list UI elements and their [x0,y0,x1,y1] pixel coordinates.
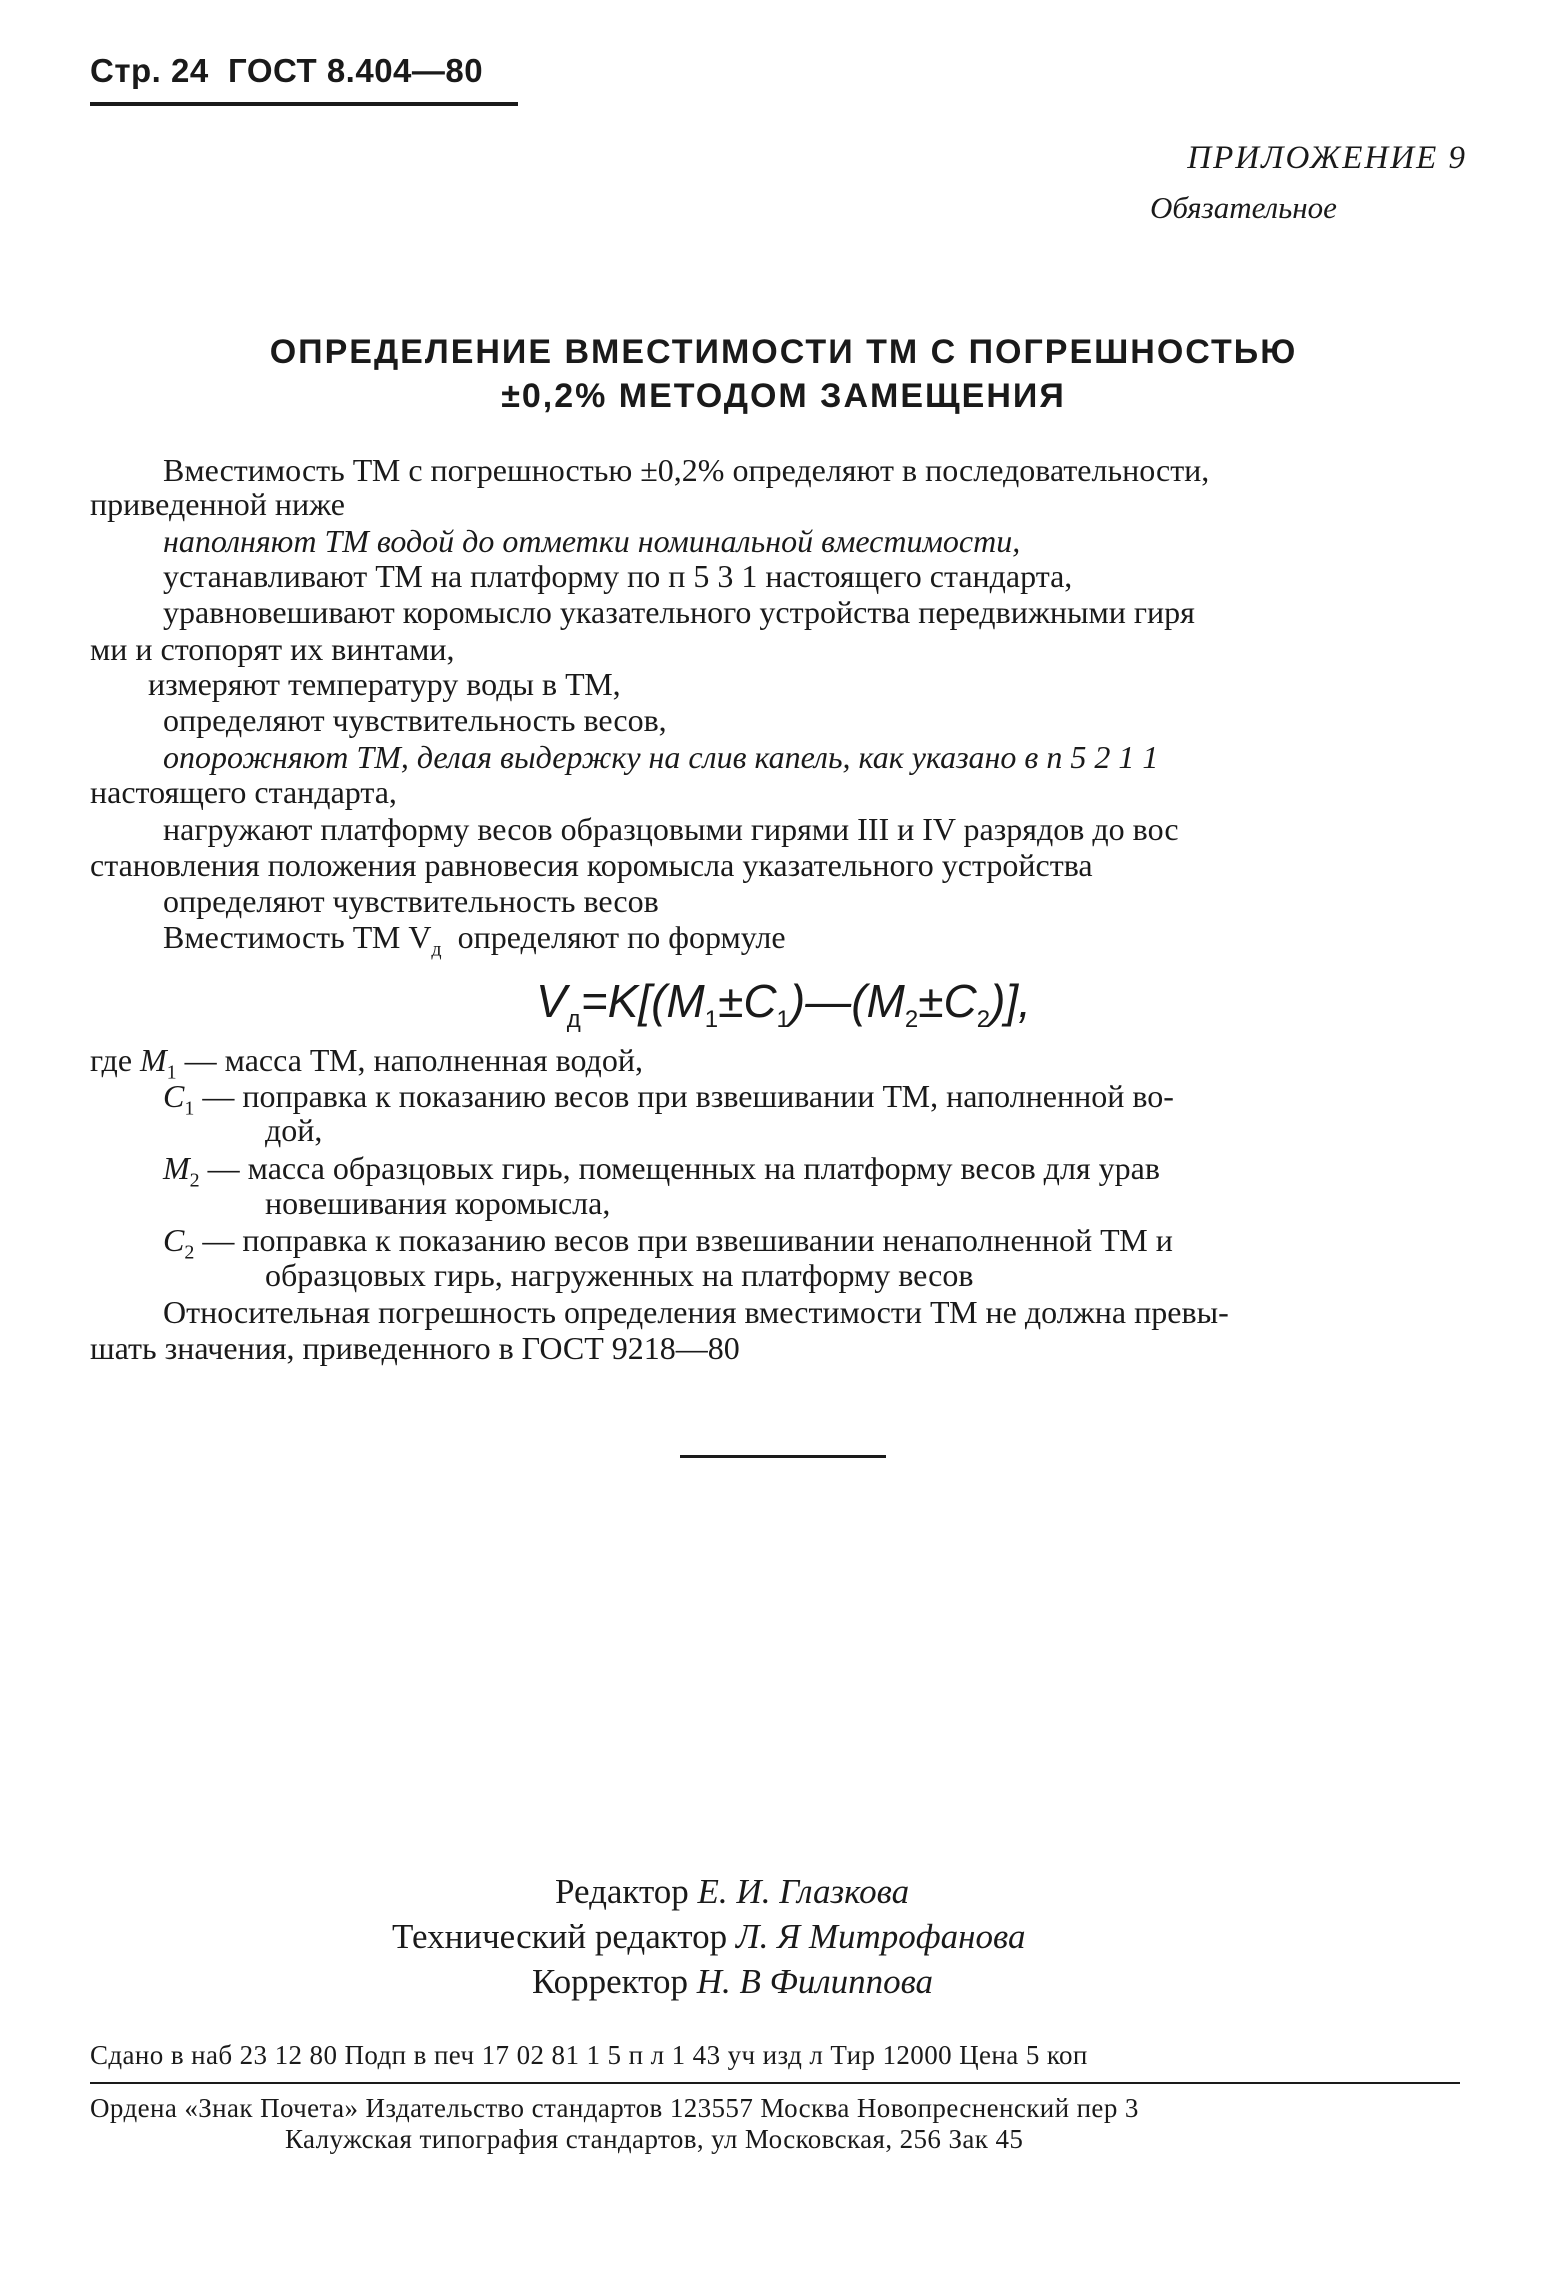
print-details: Сдано в наб 23 12 80 Подп в печ 17 02 81 1 5 п л 1 43 уч изд л Тир 12000 Цена 5 коп [90,2040,1088,2070]
credit-name: Л. Я Митрофанова [735,1917,1026,1956]
body-text: Вместимость ТМ V [163,919,432,955]
credit-corrector [532,1962,933,2002]
imprint-rule [90,2082,1460,2084]
symbol: M [140,1042,167,1078]
definition-text: — масса образцовых гирь, помещенных на платформу весов для урав [207,1150,1160,1186]
credit-name: Е. И. Глазкова [697,1872,910,1911]
formula-part: )], [990,975,1031,1027]
document-title-line-1: ОПРЕДЕЛЕНИЕ ВМЕСТИМОСТИ ТМ С ПОГРЕШНОСТЬЮ [269,333,1298,371]
body-text: определяют по формуле [457,919,786,955]
capacity-formula [0,974,1567,1034]
conclusion-line-2: шать значения, приведенного в ГОСТ 9218—80 [90,1330,740,1366]
credit-role: Корректор [532,1962,689,2001]
body-line: определяют чувствительность весов [163,883,659,919]
definition-text: — поправка к показанию весов при взвешивании ненаполненной ТМ и [202,1222,1173,1258]
body-line: наполняют ТМ водой до отметки номинальной вместимости, [163,523,1021,559]
body-line: опорожняют ТМ, делая выдержку на слив капель, как указано в п 5 2 1 1 [163,739,1159,775]
body-line: Вместимость ТМ с погрешностью ±0,2% определяют в последовательности, [163,452,1210,488]
body-line: определяют чувствительность весов, [163,702,667,738]
printer-line: Калужская типография стандартов, ул Московская, 256 Зак 45 [285,2124,1024,2154]
header-rule [90,102,518,106]
formula-subscript: 1 [704,1006,719,1034]
symbol-subscript: 2 [184,1241,195,1264]
definition-continuation: новешивания коромысла, [265,1185,611,1221]
formula-subscript: 1 [776,1006,790,1034]
body-line: нагружают платформу весов образцовыми гирями III и IV разрядов до вос [163,811,1179,847]
body-line: измеряют температуру воды в ТМ, [148,666,621,702]
publisher-line: Ордена «Знак Почета» Издательство стандартов 123557 Москва Новопресненский пер 3 [90,2093,1139,2123]
symbol: C [163,1078,185,1114]
formula-subscript: д [566,1006,581,1034]
body-line: ми и стопорят их винтами, [90,631,455,667]
document-title-line-2: ±0,2% МЕТОДОМ ЗАМЕЩЕНИЯ [501,377,1066,415]
credit-editor [555,1872,909,1912]
definition-text: — масса ТМ, наполненная водой, [184,1042,643,1078]
appendix-title: ПРИЛОЖЕНИЕ 9 [1187,140,1467,176]
appendix-status: Обязательное [1150,190,1337,225]
symbol-subscript: 1 [184,1097,195,1120]
credit-role: Редактор [555,1872,689,1911]
formula-part: ±C [718,975,777,1027]
formula-subscript: 2 [904,1006,919,1034]
where-label: где [90,1042,133,1078]
symbol-subscript: 1 [166,1061,177,1084]
definition-continuation: образцовых гирь, нагруженных на платформу весов [265,1257,974,1293]
body-line: устанавливают ТМ на платформу по п 5 3 1 настоящего стандарта, [163,558,1073,594]
credit-tech-editor [392,1917,1025,1957]
conclusion-line-1: Относительная погрешность определения вместимости ТМ не должна превы- [163,1294,1229,1330]
volume-subscript: д [431,938,442,961]
credit-name: Н. В Филиппова [696,1962,934,2001]
formula-part: )—(M [789,975,905,1027]
formula-subscript: 2 [976,1006,991,1034]
formula-part: ±C [918,975,977,1027]
body-line: приведенной ниже [90,486,345,522]
body-line: уравновешивают коромысло указательного устройства передвижными гиря [163,594,1195,630]
body-line: настоящего стандарта, [90,774,397,810]
credit-role: Технический редактор [392,1917,728,1956]
symbol-subscript: 2 [189,1169,200,1192]
formula-part: =K[(M [580,975,705,1027]
page-header [90,52,483,90]
symbol: M [163,1150,190,1186]
body-line: становления положения равновесия коромысла указательного устройства [90,847,1093,883]
definition-continuation: дой, [265,1112,323,1148]
page-number-label: Стр. 24 [90,52,209,89]
formula-part: V [536,975,567,1027]
symbol: C [163,1222,185,1258]
standard-code: ГОСТ 8.404—80 [228,52,484,89]
body-line [163,919,786,961]
section-separator [680,1455,886,1458]
definition-text: — поправка к показанию весов при взвешивании ТМ, наполненной во- [202,1078,1174,1114]
